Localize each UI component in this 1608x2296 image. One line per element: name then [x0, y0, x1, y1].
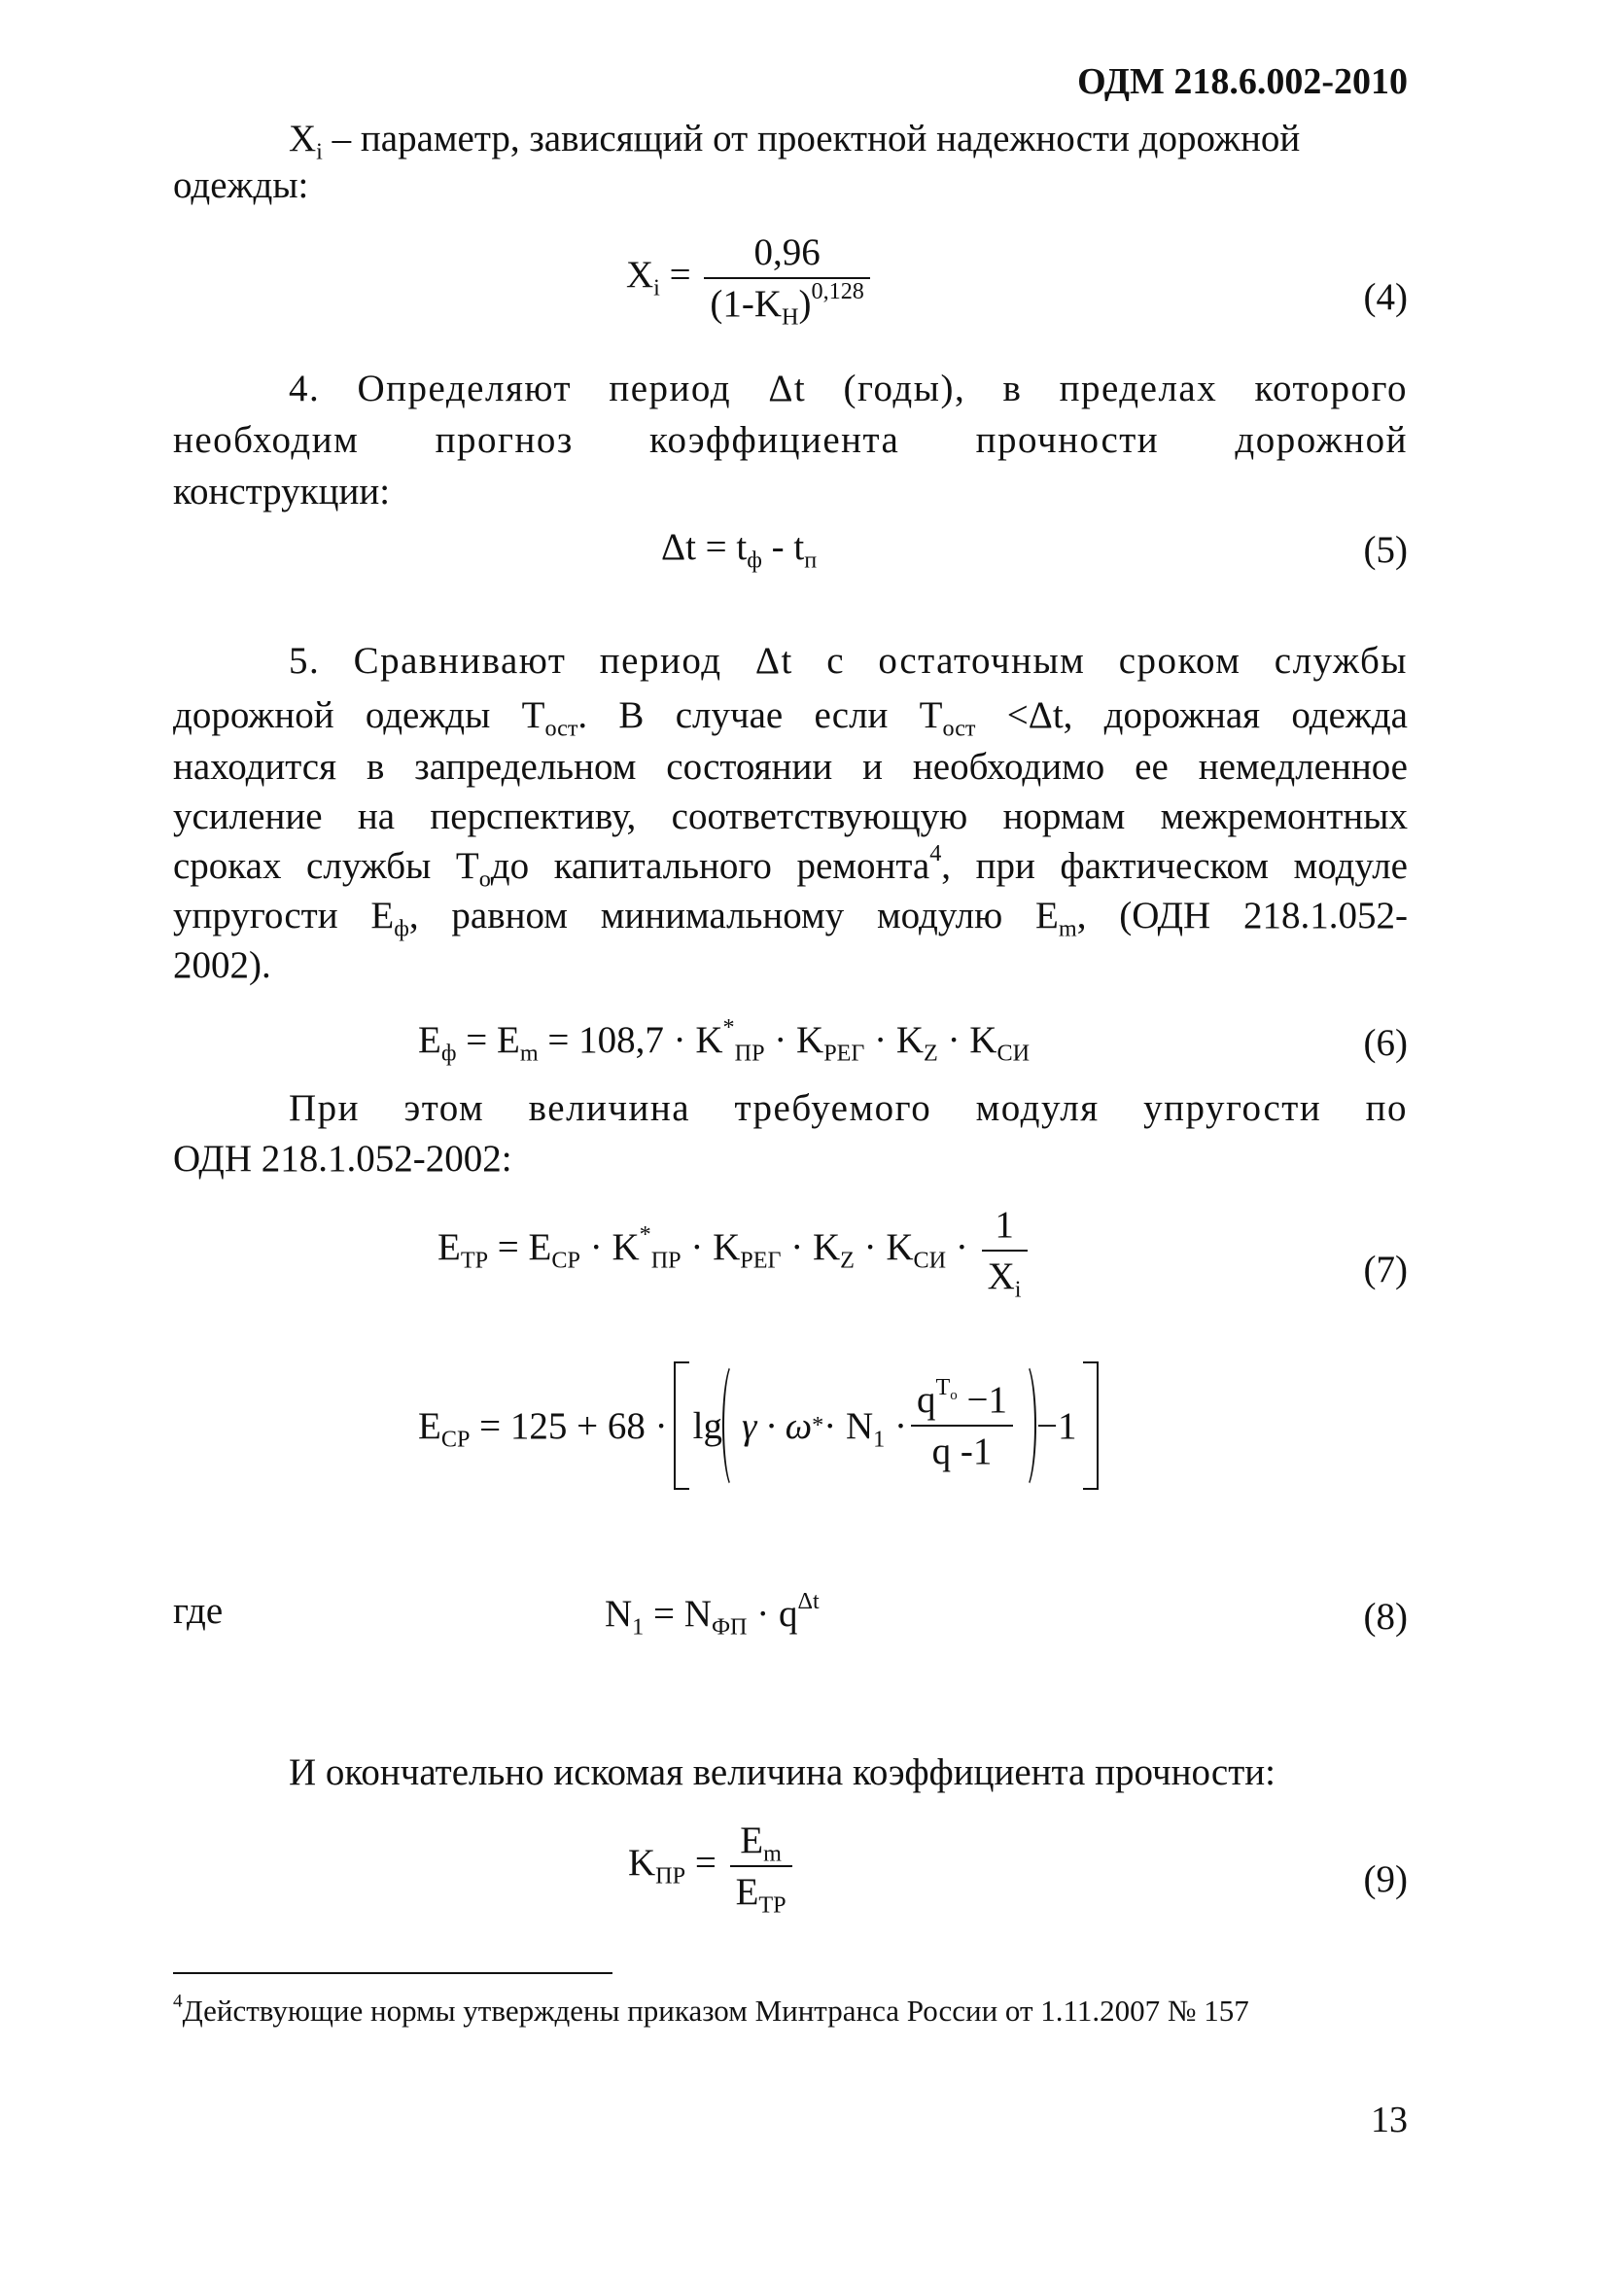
- footnote-text: Действующие нормы утверждены приказом Минтранса России от 1.11.2007 № 157: [182, 1994, 1249, 2028]
- intro-line-2: одежды:: [173, 164, 309, 206]
- equation-7: $E_{ТР} = E_{СР} \cdot K^*_{ПР} \cdot K_{РЕГ} \cdot K_Z \cdot K_{СИ}$ · $\frac{1}{X_i}$: [437, 1206, 1031, 1295]
- equation-4-number: (4): [1363, 276, 1408, 318]
- equation-9: $K_{ПР}$ = $\frac{E_m}{E_{ТР}}$: [628, 1821, 796, 1911]
- step4-line-1: 4. Определяют период Δt (годы), в пределах которого: [289, 368, 1408, 409]
- para-modulus-line-2: ОДН 218.1.052-2002:: [173, 1138, 512, 1180]
- equation-7-fraction: $\frac{1}{X_i}$: [982, 1206, 1028, 1295]
- equation-9-fraction: $\frac{E_m}{E_{ТР}}$: [730, 1821, 792, 1911]
- step5-line-7: 2002).: [173, 944, 271, 986]
- equation-6-number: (6): [1363, 1022, 1408, 1064]
- step4-line-2: необходим прогноз коэффициента прочности дорожной: [173, 419, 1408, 461]
- left-paren: [722, 1361, 742, 1490]
- footnote-separator: [173, 1972, 612, 1974]
- equation-8: $N_1 = N_{ФП} \cdot q^{\Delta t}$: [605, 1587, 820, 1641]
- right-paren: [1017, 1361, 1036, 1490]
- intro-text: – параметр, зависящий от проектной надежности дорожной: [332, 118, 1301, 159]
- equation-ecp: $E_{СР} = 125 + 68$ · lg γ · ω * · $N_1$ · $\frac{q^{T_o} -1}{q -1}$ −1: [418, 1361, 1099, 1490]
- equation-9-number: (9): [1363, 1858, 1408, 1900]
- step5-line-2: дорожной одежды $T_{ост}$. В случае если $T_{ост} <\Delta t$, дорожная одежда: [173, 694, 1408, 742]
- step5-line-6: упругости $E_ф$, равном минимальному модулю $E_m$, (ОДН 218.1.052-: [173, 895, 1408, 942]
- step5-line-1: 5. Сравнивают период Δt с остаточным сроком службы: [289, 640, 1408, 682]
- equation-ecp-fraction: $\frac{q^{T_o} -1}{q -1}$: [911, 1381, 1013, 1470]
- right-bracket: [1083, 1361, 1099, 1490]
- equation-8-number: (8): [1363, 1596, 1408, 1638]
- para-modulus-line-1: При этом величина требуемого модуля упругости по: [289, 1087, 1408, 1129]
- equation-5: $\Delta t = t_ф - t_п$: [661, 526, 818, 574]
- step5-line-4: усиление на перспективу, соответствующую нормам межремонтных: [173, 795, 1408, 837]
- final-text: И окончательно искомая величина коэффициента прочности:: [289, 1751, 1276, 1793]
- where-label: где: [173, 1590, 224, 1632]
- intro-line-1: [289, 115, 1408, 163]
- footnote: [173, 1991, 1249, 2029]
- step5-line-3: находится в запредельном состоянии и необходимо ее немедленное: [173, 746, 1408, 788]
- step4-line-3: конструкции:: [173, 471, 391, 512]
- intro-var: $X_i$: [289, 118, 323, 165]
- equation-4-fraction: $\frac{0,96}{(1-K_H)^{0,128}}$: [704, 233, 870, 323]
- equation-5-number: (5): [1363, 529, 1408, 571]
- step5-line-5: сроках службы $T_одо$ капитального ремонта$^4$, при фактическом модуле: [173, 839, 1408, 893]
- equation-6: $E_ф = E_m = 108,7 \cdot K^*_{ПР} \cdot K_{РЕГ} \cdot K_Z \cdot K_{СИ}$: [418, 1013, 1031, 1067]
- page-number: 13: [1371, 2100, 1408, 2140]
- footnote-mark: 4: [173, 1991, 183, 2012]
- left-bracket: [674, 1361, 689, 1490]
- document-code: ОДМ 218.6.002-2010: [1077, 61, 1408, 102]
- equation-7-number: (7): [1363, 1249, 1408, 1290]
- equation-4: $X_i$ = $\frac{0,96}{(1-K_H)^{0,128}}$: [626, 233, 874, 323]
